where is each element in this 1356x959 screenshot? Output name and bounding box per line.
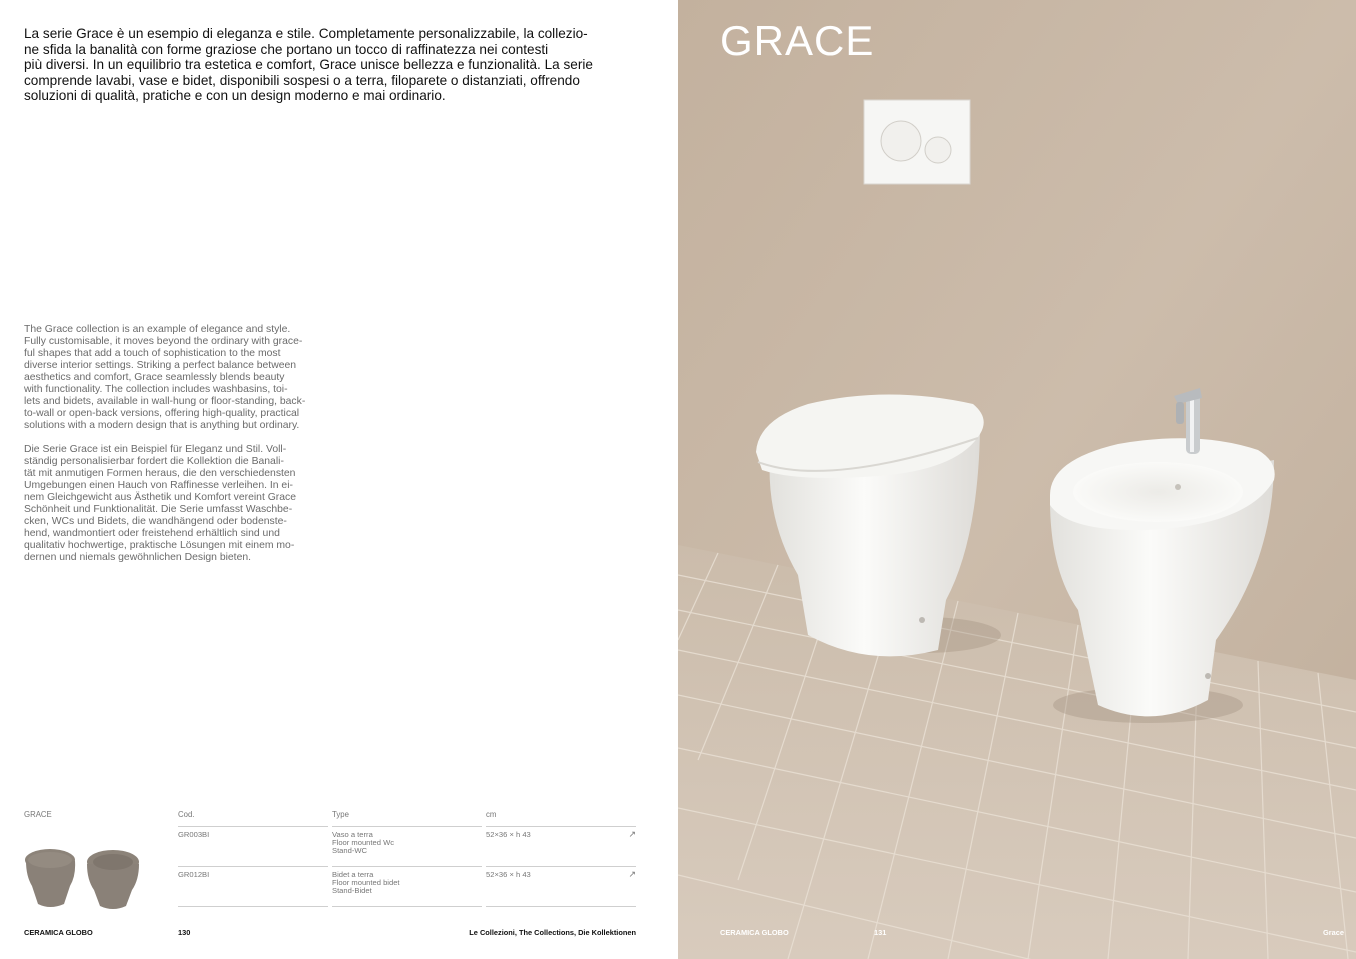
intro-italian	[24, 26, 644, 104]
body-german	[24, 444, 336, 564]
product-thumbnails	[24, 846, 142, 910]
toilet-thumbnail-icon	[25, 849, 75, 907]
header-cm: cm	[486, 810, 497, 819]
footer-section: Le Collezioni, The Collections, Die Kollektionen	[469, 928, 636, 937]
body-line: solutions with a modern design that is anything but ordinary.	[24, 420, 300, 431]
product-code: GR012BI	[178, 870, 210, 879]
collection-title: GRACE	[720, 17, 875, 64]
body-line: Fully customisable, it moves beyond the ordinary with grace-	[24, 336, 303, 347]
product-dimensions: 52×36 × h 43	[486, 830, 531, 839]
body-line: diverse interior settings. Striking a perfect balance between	[24, 360, 297, 371]
row-rule	[178, 866, 328, 867]
footer-section: Grace	[1323, 928, 1344, 937]
product-code: GR003BI	[178, 830, 210, 839]
body-line: qualitativ hochwertige, praktische Lösungen mit einem mo-	[24, 540, 295, 551]
header-cod: Cod.	[178, 810, 195, 819]
body-line: ständig personalisierbar fordert die Kollektion die Banali-	[24, 456, 284, 467]
row-rule	[332, 826, 482, 827]
table-collection-name: GRACE	[24, 810, 52, 819]
product-type	[332, 871, 472, 895]
flush-plate	[864, 100, 970, 184]
body-line: lets and bidets, available in wall-hung or floor-standing, back-	[24, 396, 306, 407]
bidet-thumbnail-icon	[87, 850, 139, 909]
type-line: Floor mounted Wc	[332, 838, 395, 847]
row-rule	[486, 866, 636, 867]
body-line: tät mit anmutigen Formen heraus, die den verschiedensten	[24, 468, 296, 479]
page-number: 130	[178, 928, 191, 937]
row-rule	[332, 866, 482, 867]
product-type	[332, 831, 472, 855]
arrow-up-right-icon[interactable]: ↗	[628, 829, 636, 839]
body-line: nem Gleichgewicht aus Ästhetik und Komfort vereint Grace	[24, 492, 297, 503]
body-line: Die Serie Grace ist ein Beispiel für Eleganz und Stil. Voll-	[24, 444, 287, 455]
body-english	[24, 324, 336, 432]
footer-brand: CERAMICA GLOBO	[720, 928, 789, 937]
header-type: Type	[332, 810, 349, 819]
intro-line: comprende lavabi, vase e bidet, disponibili sospesi o a terra, filoparete o distanziati, offrendo	[24, 72, 580, 88]
type-line: Stand-WC	[332, 846, 368, 855]
body-line: The Grace collection is an example of elegance and style.	[24, 324, 291, 335]
footer-brand: CERAMICA GLOBO	[24, 928, 93, 937]
bathroom-photo	[678, 0, 1356, 959]
row-rule	[178, 826, 328, 827]
intro-line: ne sfida la banalità con forme graziose che portano un tocco di raffinatezza nei contesti	[24, 41, 549, 57]
intro-line: La serie Grace è un esempio di eleganza e stile. Completamente personalizzabile, la collezio-	[24, 26, 588, 41]
type-line: Vaso a terra	[332, 830, 373, 839]
body-line: ful shapes that add a touch of sophistication to the most	[24, 348, 281, 359]
body-line: with functionality. The collection includes washbasins, toi-	[24, 384, 288, 395]
table-row[interactable]	[178, 826, 636, 866]
product-dimensions: 52×36 × h 43	[486, 870, 531, 879]
table-bottom-rule	[178, 906, 636, 907]
arrow-up-right-icon[interactable]: ↗	[628, 869, 636, 879]
body-line: cken, WCs und Bidets, die wandhängend oder bodenste-	[24, 516, 287, 527]
body-line: aesthetics and comfort, Grace seamlessly blends beauty	[24, 372, 285, 383]
type-line: Floor mounted bidet	[332, 878, 400, 887]
right-page-photo	[678, 0, 1356, 959]
table-row[interactable]	[178, 866, 636, 906]
type-line: Stand-Bidet	[332, 886, 372, 895]
body-line: Schönheit und Funktionalität. Die Serie umfasst Waschbe-	[24, 504, 293, 515]
intro-line: soluzioni di qualità, pratiche e con un design moderno e mai ordinario.	[24, 88, 446, 104]
body-line: to-wall or open-back versions, offering high-quality, practical	[24, 408, 300, 419]
page-number: 131	[874, 928, 887, 937]
row-rule	[486, 826, 636, 827]
body-line: dernen und niemals gewöhnlichen Design bieten.	[24, 552, 252, 563]
body-line: Umgebungen einen Hauch von Raffinesse verleihen. In ei-	[24, 480, 293, 491]
type-line: Bidet a terra	[332, 870, 374, 879]
body-line: hend, wandmontiert oder freistehend erhältlich sind und	[24, 528, 280, 539]
intro-line: più diversi. In un equilibrio tra estetica e comfort, Grace unisce bellezza e funzionalità. La serie	[24, 57, 593, 73]
